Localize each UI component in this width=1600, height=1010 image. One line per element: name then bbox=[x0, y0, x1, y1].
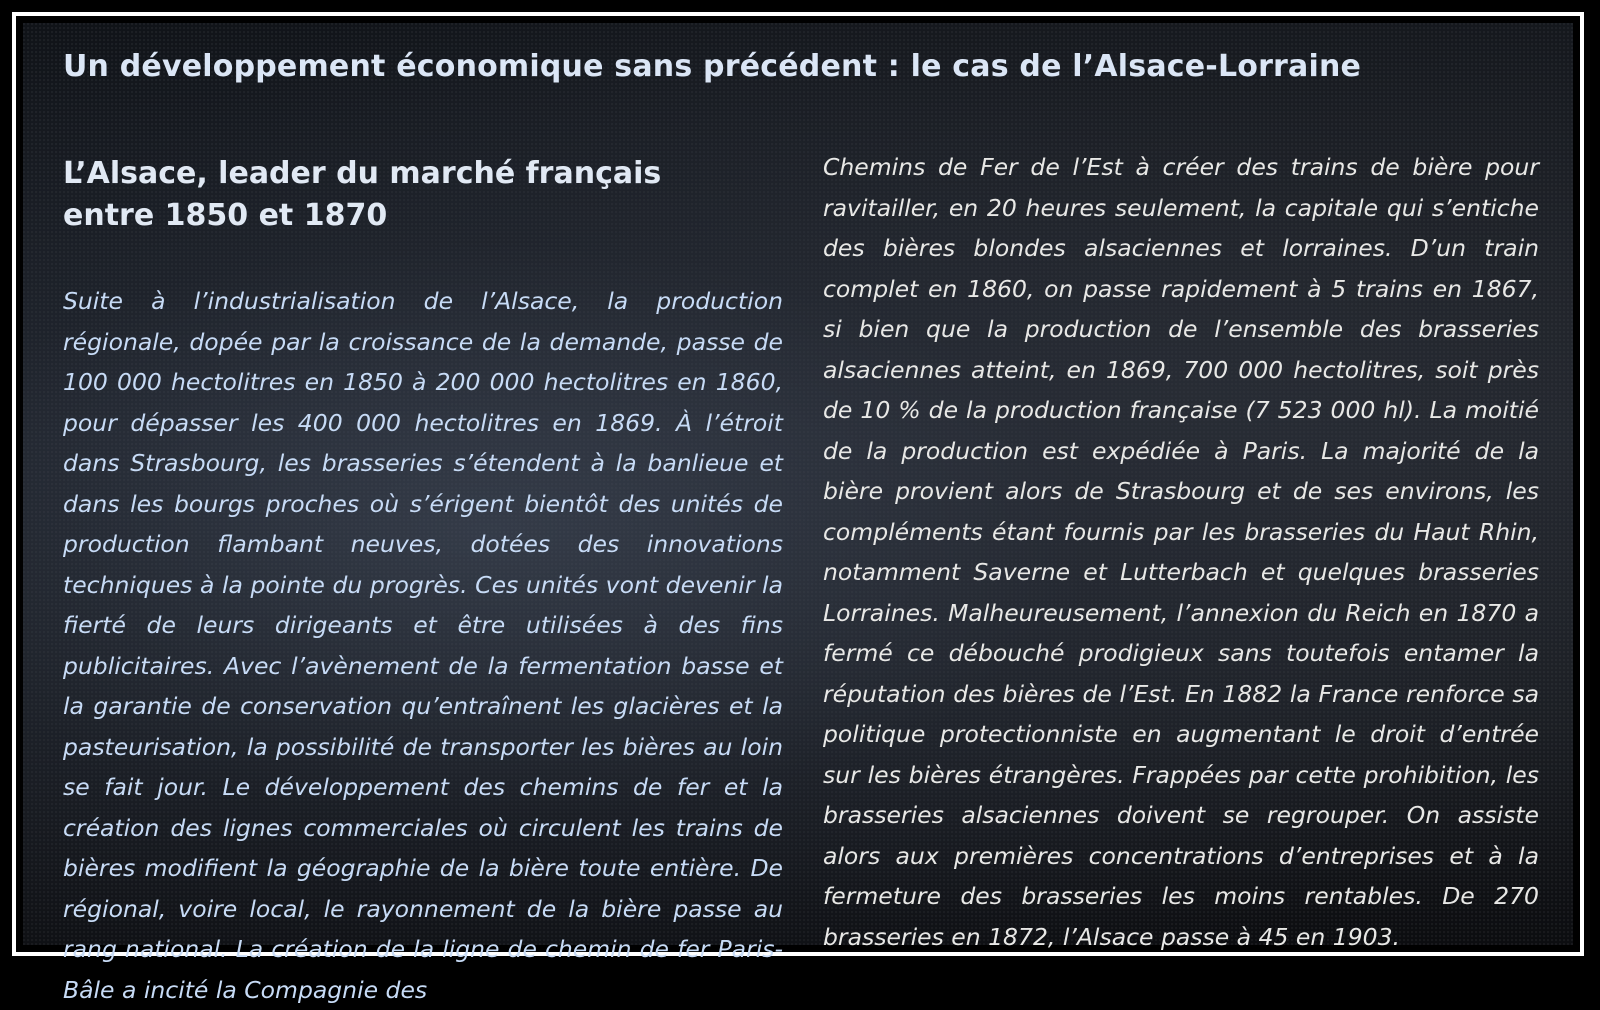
photo-frame bbox=[12, 12, 1584, 1004]
left-text-column: Suite à l’industrialisation de l’Alsace, la production régionale, dopée par la croissance de la demande, passe de 100 000 hectolitres en 1850 à 200 000 hectolitres en 1860, pour dépasser les 400 000 hectolitres en 1869. À l’étroit dans Strasbourg, les brasseries s’étendent à la banlieue et dans les bourgs proches où s’érigent bientôt des unités de production flambant neuves, dotées des innovations techniques à la pointe du progrès. Ces unités vont devenir la fierté de leurs dirigeants et être utilisées à des fins publicitaires. Avec l’avènement de la fermentation basse et la garantie de conservation qu’entraînent les glacières et la pasteurisation, la possibilité de transporter les bières au loin se fait jour. Le développement des chemins de fer et la création des lignes commerciales où circulent les trains de bières modifient la géographie de la bière toute entière. De régional, voire local, le rayonnement de la bière passe au rang national. La création de la ligne de chemin de fer Paris-Bâle a incité la Compagnie des bbox=[63, 287, 783, 1004]
subtitle-line-2: entre 1850 et 1870 bbox=[63, 198, 388, 233]
exhibit-panel bbox=[23, 23, 1573, 1004]
right-text-column: Chemins de Fer de l’Est à créer des trains de bière pour ravitailler, en 20 heures seulement, la capitale qui s’entiche des bières blondes alsaciennes et lorraines. D’un train complet en 1860, on passe rapidement à 5 trains en 1867, si bien que la production de l’ensemble des brasseries alsaciennes atteint, en 1869, 700 000 hectolitres, soit près de 10 % de la production française (7 523 000 hl). La moitié de la production est expédiée à Paris. La majorité de la bière provient alors de Strasbourg et de ses environs, les compléments étant fournis par les brasseries du Haut Rhin, notamment Saverne et Lutterbach et quelques brasseries Lorraines. Malheureusement, l’annexion du Reich en 1870 a fermé ce débouché prodigieux sans toutefois entamer la réputation des bières de l’Est. En 1882 la France renforce sa politique protectionniste en augmentant le droit d’entrée sur les bières étrangères. Frappées par cette prohibition, les brasseries alsaciennes doivent se regrouper. On assiste alors aux premières concentrations d’entreprises et à la fermeture des brasseries les moins rentables. De 270 brasseries en 1872, l’Alsace passe à 45 en 1903. bbox=[823, 153, 1539, 951]
section-subtitle bbox=[63, 153, 763, 237]
panel-title: Un développement économique sans précédent : le cas de l’Alsace-Lorraine bbox=[63, 49, 1362, 84]
subtitle-line-1: L’Alsace, leader du marché français bbox=[63, 156, 662, 191]
